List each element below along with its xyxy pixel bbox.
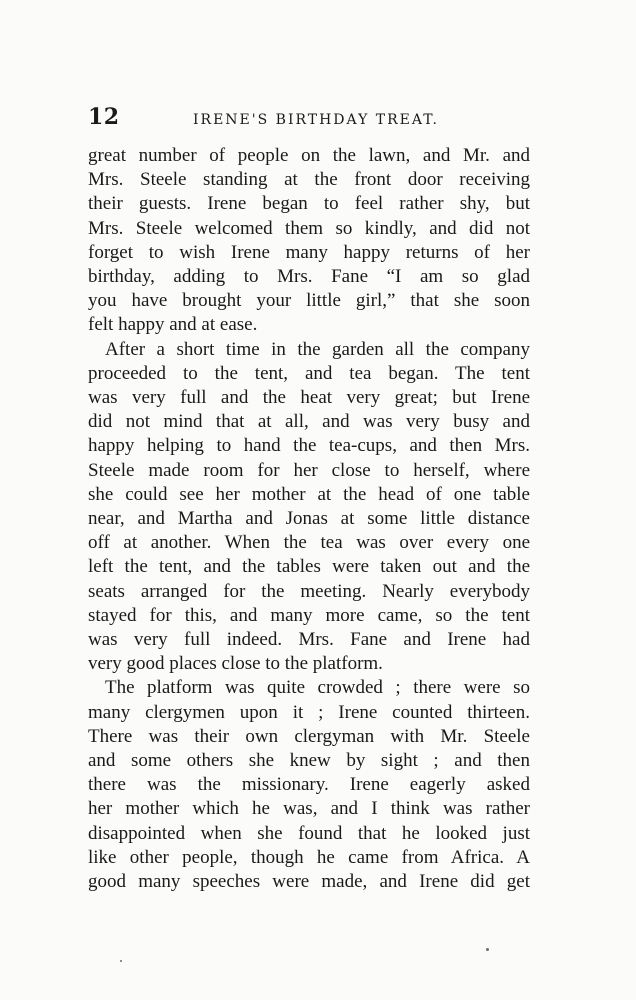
text-line: disappointed when she found that he looked just — [88, 822, 530, 844]
text-line: left the tent, and the tables were taken out and the — [88, 556, 530, 578]
text-line: their guests. Irene began to feel rather shy, but — [88, 193, 530, 215]
text-line: many clergymen upon it ; Irene counted thirteen. — [88, 701, 530, 723]
text-line: near, and Martha and Jonas at some little distance — [88, 508, 530, 530]
text-line: After a short time in the garden all the company — [105, 338, 530, 360]
text-line: felt happy and at ease. — [88, 314, 258, 336]
print-speck — [120, 960, 122, 962]
text-line: and some others she knew by sight ; and then — [88, 750, 530, 772]
text-line: Mrs. Steele standing at the front door receiving — [88, 169, 530, 191]
text-line: There was their own clergyman with Mr. Steele — [88, 725, 530, 747]
text-line: proceeded to the tent, and tea began. The tent — [88, 362, 530, 384]
paragraph-2 — [88, 338, 530, 677]
text-line: did not mind that at all, and was very busy and — [88, 411, 530, 433]
text-line: Mrs. Steele welcomed them so kindly, and did not — [88, 217, 530, 239]
text-line: Steele made room for her close to herself, where — [88, 459, 530, 481]
text-line: forget to wish Irene many happy returns of her — [88, 241, 530, 263]
text-line: great number of people on the lawn, and Mr. and — [88, 145, 530, 166]
text-line: you have brought your little girl,” that she soon — [88, 290, 530, 312]
text-line: was very full and the heat very great; but Irene — [88, 387, 530, 409]
text-line: seats arranged for the meeting. Nearly everybody — [88, 580, 530, 602]
text-line: was very full indeed. Mrs. Fane and Irene had — [88, 629, 530, 651]
text-line: like other people, though he came from Africa. A — [88, 846, 530, 868]
paragraph-1 — [88, 144, 530, 338]
page-header — [88, 104, 538, 134]
text-line: her mother which he was, and I think was rather — [88, 798, 530, 820]
text-line: off at another. When the tea was over every one — [88, 532, 530, 554]
running-head: IRENE'S BIRTHDAY TREAT. — [193, 112, 439, 128]
text-line: The platform was quite crowded ; there were so — [105, 677, 530, 699]
text-line: good many speeches were made, and Irene did get — [88, 871, 530, 893]
text-line: very good places close to the platform. — [88, 653, 383, 675]
text-line: there was the missionary. Irene eagerly asked — [88, 774, 530, 796]
print-speck — [486, 948, 489, 951]
page-number: 12 — [88, 104, 120, 130]
text-line: stayed for this, and many more came, so the tent — [88, 604, 530, 626]
text-line: she could see her mother at the head of one table — [88, 483, 530, 505]
paragraph-3 — [88, 676, 530, 894]
text-line: birthday, adding to Mrs. Fane “I am so glad — [88, 266, 530, 288]
text-line: happy helping to hand the tea-cups, and then Mrs. — [88, 435, 530, 457]
body-text — [88, 144, 530, 894]
